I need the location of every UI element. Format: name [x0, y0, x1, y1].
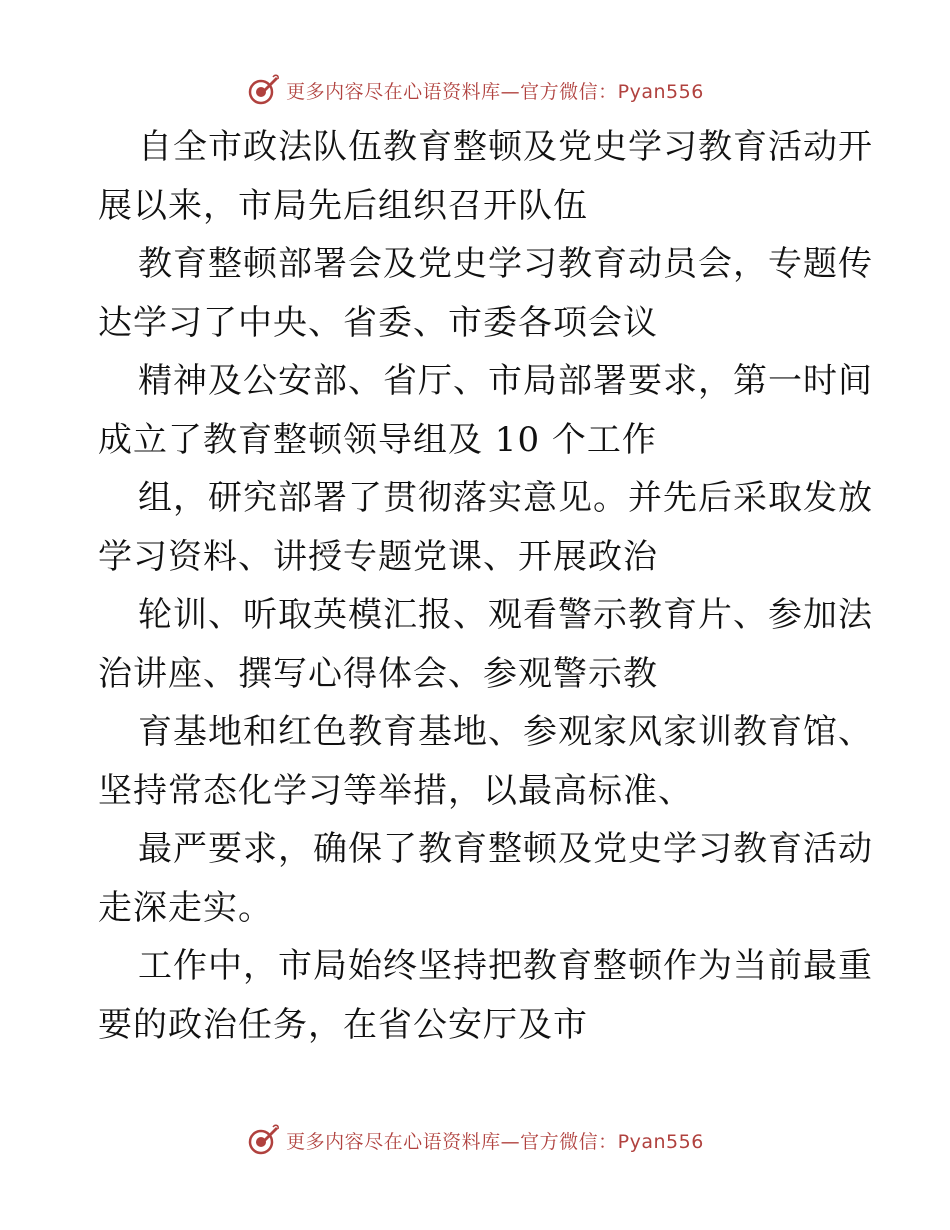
- header-watermark: [0, 70, 950, 110]
- text-line: 达学习了中央、省委、市委各项会议: [98, 302, 658, 343]
- text-line: 要的政治任务，在省公安厅及市: [98, 1004, 588, 1045]
- text-line: 轮训、听取英模汇报、观看警示教育片、参加法: [138, 595, 873, 635]
- watermark-text: 更多内容尽在心语资料库—官方微信：Pyan556: [286, 80, 704, 103]
- text-line: 治讲座、撰写心得体会、参观警示教: [98, 653, 658, 694]
- footer-watermark: [0, 1120, 950, 1160]
- watermark-text: 更多内容尽在心语资料库—官方微信：Pyan556: [286, 1130, 704, 1153]
- text-line: 工作中，市局始终坚持把教育整顿作为当前最重: [138, 946, 873, 986]
- text-line: 走深走实。: [98, 887, 273, 928]
- text-line: 坚持常态化学习等举措，以最高标准、: [98, 770, 693, 811]
- text-line: 展以来，市局先后组织召开队伍: [98, 185, 588, 226]
- text-line: 自全市政法队伍教育整顿及党史学习教育活动开: [138, 127, 873, 167]
- quill-pen-seal-icon: [246, 1123, 280, 1157]
- document-body: [98, 118, 873, 1054]
- text-line: 学习资料、讲授专题党课、开展政治: [98, 536, 658, 577]
- text-line: 育基地和红色教育基地、参观家风家训教育馆、: [138, 712, 873, 752]
- text-line: 教育整顿部署会及党史学习教育动员会，专题传: [138, 244, 873, 284]
- text-line: 成立了教育整顿领导组及 10 个工作: [98, 419, 657, 460]
- text-line: 精神及公安部、省厅、市局部署要求，第一时间: [138, 361, 873, 401]
- text-line: 最严要求，确保了教育整顿及党史学习教育活动: [138, 829, 873, 869]
- text-line: 组，研究部署了贯彻落实意见。并先后采取发放: [138, 478, 873, 518]
- quill-pen-seal-icon: [246, 73, 280, 107]
